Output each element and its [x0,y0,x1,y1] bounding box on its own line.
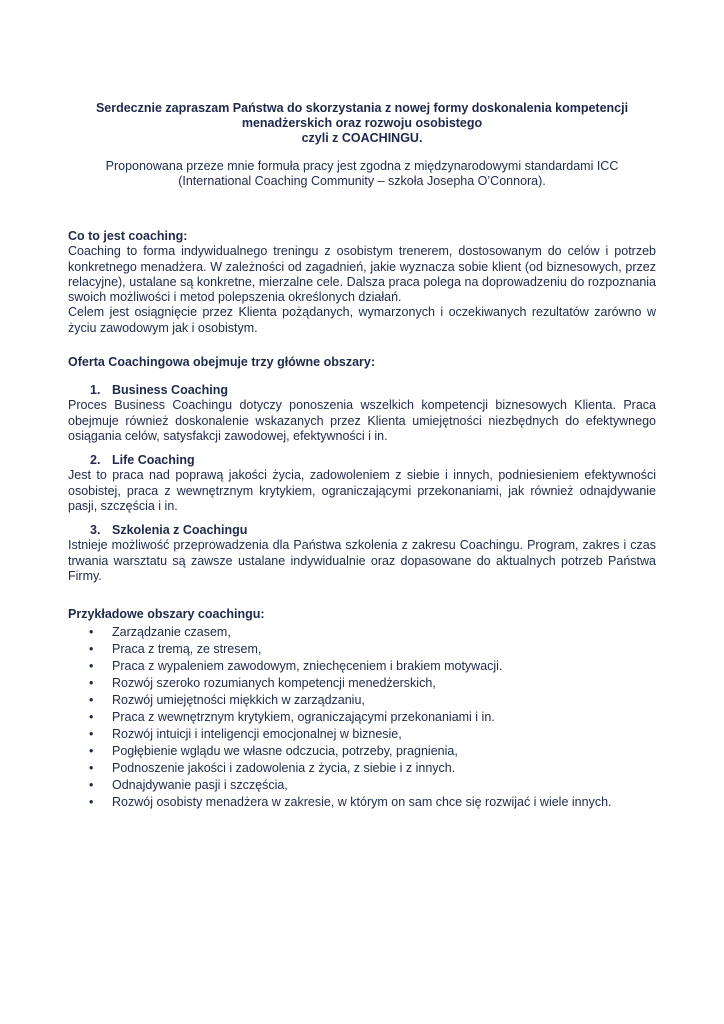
header-line-3: czyli z COACHINGU. [301,131,423,145]
offer-item-title-text: Business Coaching [112,383,228,397]
offer-item-1 [68,383,656,444]
list-item [68,743,656,760]
list-item [68,760,656,777]
bullet-icon: • [89,710,94,725]
bullet-icon: • [89,659,94,674]
list-item [68,675,656,692]
header-line-1: Serdecznie zapraszam Państwa do skorzystania z nowej formy doskonalenia kompetencji [95,101,629,115]
header-line-2: menadżerskich oraz rozwoju osobistego [241,116,483,130]
offer-item-text: Istnieje możliwość przeprowadzenia dla Państwa szkolenia z zakresu Coachingu. Program, zakres i czas trwania warsztatu są zawsze ustalane indywidualnie oraz dopasowane do aktualnych potrzeb Państwa Firmy. [68,538,656,583]
bullet-icon: • [89,727,94,742]
list-item-text: Rozwój umiejętności miękkich w zarządzaniu, [112,693,365,708]
list-item-text: Rozwój intuicji i inteligencji emocjonalnej w biznesie, [112,727,402,742]
offer-item-number: 2. [90,453,101,467]
bullet-icon: • [89,676,94,691]
offer-item-title [90,453,656,468]
what-is-heading: Co to jest coaching: [68,229,188,243]
offer-item-title [90,383,656,398]
intro-line-2: (International Coaching Community – szkoła Josepha O’Connora). [178,174,546,188]
section-examples [68,607,656,811]
list-item [68,624,656,641]
what-is-paragraph-2: Celem jest osiągnięcie przez Klienta pożądanych, wymarzonych i oczekiwanych rezultatów zarówno w życiu zawodowym jak i osobistym. [68,305,656,335]
offer-item-title-text: Life Coaching [112,453,195,467]
list-item-text: Rozwój osobisty menadżera w zakresie, w którym on sam chce się rozwijać i wiele innych. [112,795,612,810]
list-item-text: Podnoszenie jakości i zadowolenia z życia, z siebie i z innych. [112,761,456,776]
list-item [68,726,656,743]
offer-item-title [90,523,656,538]
list-item-text: Rozwój szeroko rozumianych kompetencji menedżerskich, [112,676,436,691]
bullet-icon: • [89,744,94,759]
list-item-text: Odnajdywanie pasji i szczęścia, [112,778,288,793]
bullet-icon: • [89,625,94,640]
list-item-text: Zarządzanie czasem, [112,625,231,640]
what-is-paragraph-1: Coaching to forma indywidualnego treningu z osobistym trenerem, dostosowanym do celów i potrzeb konkretnego menadżera. W zależności od zagadnień, jakie wyznacza sobie klient (od biznesowych, przez relacyjne), ustalane są konkretne, mierzalne cele. Dalsza praca polega na doprowadzeniu do rozpoznania swoich możliwości i metod polepszenia określonych działań. [68,244,656,305]
offer-item-text: Proces Business Coachingu dotyczy ponoszenia wszelkich kompetencji biznesowych Klienta. Praca obejmuje również doskonalenie wskazanych przez Klienta umiejętności niezbędnych do efektywnego osiągania celów, satysfakcji zawodowej, efektywności i in. [68,398,656,443]
list-item [68,641,656,658]
offer-item-text: Jest to praca nad poprawą jakości życia, zadowoleniem z siebie i innych, podniesieniem efektywności osobistej, praca z wewnętrznym krytykiem, ograniczającymi przekonaniami, jak również odnajdywanie pasji, szczęścia i in. [68,468,656,513]
offer-item-number: 3. [90,523,101,537]
offer-heading: Oferta Coachingowa obejmuje trzy główne obszary: [68,355,375,369]
list-item [68,794,656,811]
bullet-icon: • [89,761,94,776]
section-what-is-coaching [68,229,656,336]
list-item-text: Praca z tremą, ze stresem, [112,642,262,657]
list-item [68,709,656,726]
intro-text [60,159,664,189]
examples-heading: Przykładowe obszary coachingu: [68,607,265,621]
offer-item-3 [68,523,656,584]
bullet-icon: • [89,642,94,657]
bullet-icon: • [89,778,94,793]
section-offer-heading [68,355,656,370]
list-item [68,658,656,675]
list-item [68,777,656,794]
offer-item-title-text: Szkolenia z Coachingu [112,523,248,537]
list-item-text: Pogłębienie wglądu we własne odczucia, potrzeby, pragnienia, [112,744,458,759]
intro-line-1: Proponowana przeze mnie formuła pracy jest zgodna z międzynarodowymi standardami ICC [105,159,619,173]
list-item-text: Praca z wypaleniem zawodowym, zniechęceniem i brakiem motywacji. [112,659,503,674]
invitation-header [60,101,664,146]
offer-item-2 [68,453,656,514]
bullet-icon: • [89,795,94,810]
offer-item-number: 1. [90,383,101,397]
list-item [68,692,656,709]
examples-list [68,624,656,811]
bullet-icon: • [89,693,94,708]
list-item-text: Praca z wewnętrznym krytykiem, ograniczającymi przekonaniami i in. [112,710,495,725]
